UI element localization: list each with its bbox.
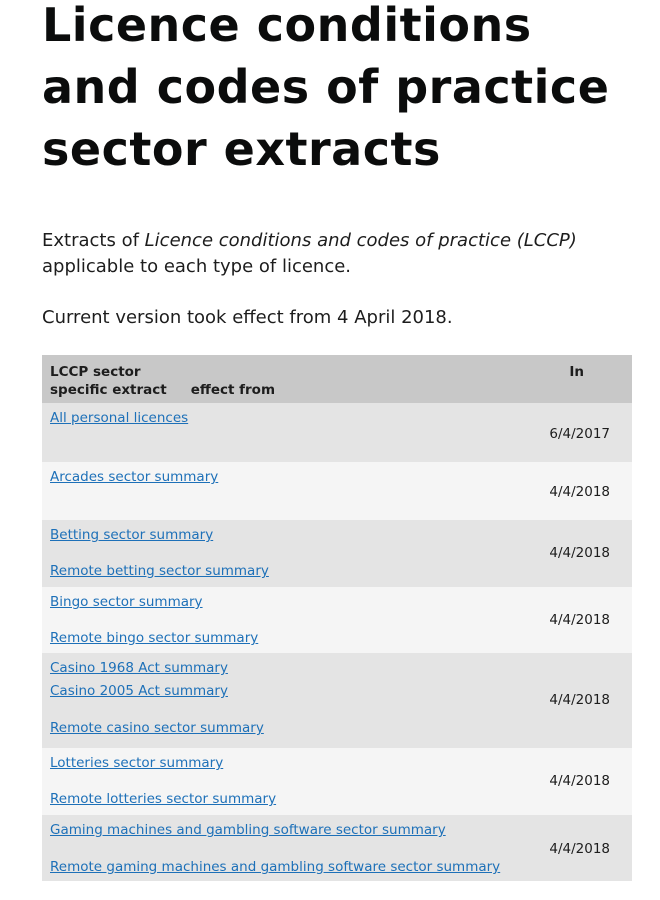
table-row — [42, 653, 632, 748]
table-row — [42, 462, 632, 520]
version-note: Current version took effect from 4 April 2018. — [42, 307, 453, 328]
table-row — [42, 520, 632, 587]
effective-date: 4/4/2018 — [549, 545, 610, 561]
effective-date: 4/4/2018 — [549, 841, 610, 857]
intro-suffix: applicable to each type of licence. — [42, 256, 352, 277]
table-row — [42, 587, 632, 653]
effective-date: 6/4/2017 — [549, 426, 610, 442]
link-remote-gaming-machines-sector-summary[interactable]: Remote gaming machines and gambling software sector summary — [50, 859, 501, 875]
header-extract-line1: LCCP sector — [50, 364, 141, 380]
link-betting-sector-summary[interactable]: Betting sector summary — [50, 527, 214, 543]
intro-prefix: Extracts of — [42, 230, 145, 251]
effective-date: 4/4/2018 — [549, 484, 610, 500]
header-extract-column — [50, 363, 275, 399]
link-remote-bingo-sector-summary[interactable]: Remote bingo sector summary — [50, 630, 259, 646]
table-row — [42, 748, 632, 815]
table-row — [42, 815, 632, 881]
header-effect-from: effect from — [190, 382, 276, 398]
header-in-column: In — [569, 364, 584, 380]
effective-date: 4/4/2018 — [549, 692, 610, 708]
page-content — [42, 0, 642, 348]
intro-paragraph — [42, 228, 642, 280]
table-header — [42, 355, 632, 403]
link-remote-lotteries-sector-summary[interactable]: Remote lotteries sector summary — [50, 791, 277, 807]
link-bingo-sector-summary[interactable]: Bingo sector summary — [50, 594, 203, 610]
link-casino-1968-act-summary[interactable]: Casino 1968 Act summary — [50, 660, 228, 676]
header-extract-line2: specific extract — [50, 382, 167, 398]
link-lotteries-sector-summary[interactable]: Lotteries sector summary — [50, 755, 224, 771]
link-gaming-machines-sector-summary[interactable]: Gaming machines and gambling software sector summary — [50, 822, 446, 838]
effective-date: 4/4/2018 — [549, 612, 610, 628]
effective-date: 4/4/2018 — [549, 773, 610, 789]
link-arcades-sector-summary[interactable]: Arcades sector summary — [50, 469, 219, 485]
intro-italic: Licence conditions and codes of practice (LCCP) — [144, 230, 577, 251]
link-remote-casino-sector-summary[interactable]: Remote casino sector summary — [50, 720, 264, 736]
table-row — [42, 403, 632, 462]
link-all-personal-licences[interactable]: All personal licences — [50, 410, 189, 426]
page-title: Licence conditions and codes of practice sector extracts — [42, 0, 610, 176]
header-extract-line2-wrap — [50, 381, 275, 399]
lccp-table — [42, 355, 632, 881]
link-remote-betting-sector-summary[interactable]: Remote betting sector summary — [50, 563, 269, 579]
link-casino-2005-act-summary[interactable]: Casino 2005 Act summary — [50, 683, 228, 699]
